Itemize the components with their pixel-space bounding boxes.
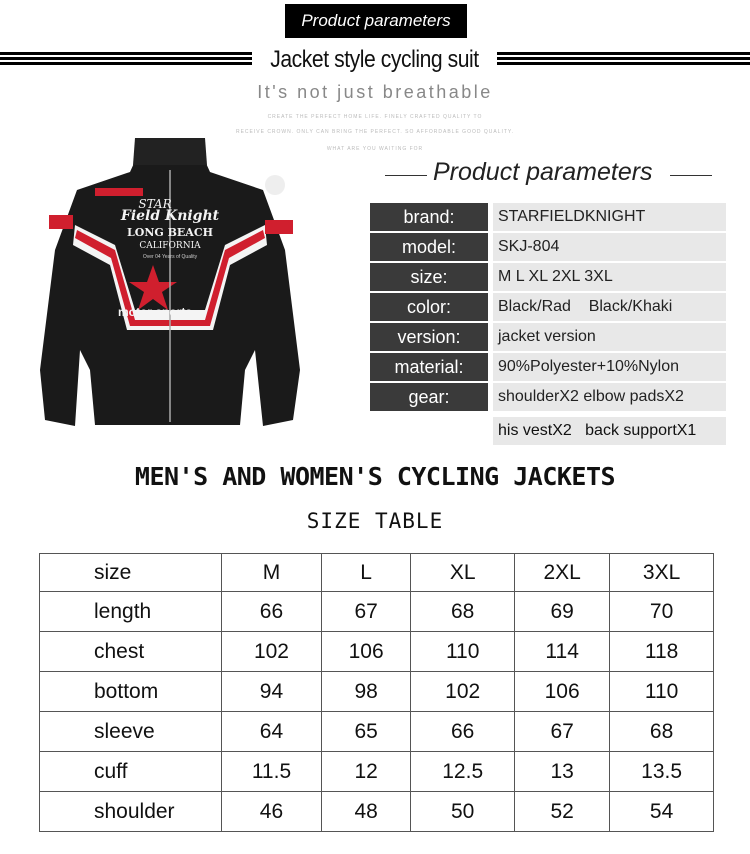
jacket-tagline-text: Over 04 Years of Quality <box>142 254 198 260</box>
table-cell: length <box>40 592 222 632</box>
table-cell: 50 <box>411 792 515 832</box>
title-rule-right <box>670 175 712 176</box>
table-cell: 102 <box>222 632 322 672</box>
param-key: material: <box>370 353 488 381</box>
table-cell: 46 <box>222 792 322 832</box>
param-row-brand <box>370 203 726 231</box>
table-row <box>40 792 714 832</box>
table-header-cell: L <box>321 554 410 592</box>
table-cell: 48 <box>321 792 410 832</box>
param-extra-value: his vestX2 back supportX1 <box>493 417 726 445</box>
size-table-title: SIZE TABLE <box>306 509 444 533</box>
table-cell: 110 <box>411 632 515 672</box>
table-cell: 70 <box>610 592 714 632</box>
table-cell: 11.5 <box>222 752 322 792</box>
table-cell: sleeve <box>40 712 222 752</box>
param-value: 90%Polyester+10%Nylon <box>493 353 726 381</box>
param-row-size <box>370 263 726 291</box>
params-title <box>385 158 715 190</box>
size-table <box>39 553 714 832</box>
table-cell: 67 <box>515 712 610 752</box>
param-value: Black/Rad Black/Khaki <box>493 293 726 321</box>
param-key: gear: <box>370 383 488 411</box>
table-cell: 12 <box>321 752 410 792</box>
table-cell: 54 <box>610 792 714 832</box>
table-header-cell: 2XL <box>515 554 610 592</box>
table-cell: 98 <box>321 672 410 712</box>
table-cell: 94 <box>222 672 322 712</box>
subline: It's not just breathable <box>257 82 493 102</box>
table-cell: 118 <box>610 632 714 672</box>
params-title-text: Product parameters <box>433 158 653 186</box>
table-header-cell: size <box>40 554 222 592</box>
param-value: shoulderX2 elbow padsX2 <box>493 383 726 411</box>
table-cell: bottom <box>40 672 222 712</box>
param-key: model: <box>370 233 488 261</box>
table-cell: shoulder <box>40 792 222 832</box>
table-cell: 106 <box>515 672 610 712</box>
table-cell: 13 <box>515 752 610 792</box>
table-cell: 106 <box>321 632 410 672</box>
table-cell: 66 <box>222 592 322 632</box>
param-key: version: <box>370 323 488 351</box>
top-badge: Product parameters <box>285 4 467 38</box>
param-key: size: <box>370 263 488 291</box>
table-row <box>40 632 714 672</box>
decorative-stripes-left <box>0 52 252 70</box>
param-value: jacket version <box>493 323 726 351</box>
param-value: M L XL 2XL 3XL <box>493 263 726 291</box>
table-header-cell: 3XL <box>610 554 714 592</box>
table-cell: 69 <box>515 592 610 632</box>
param-value: SKJ-804 <box>493 233 726 261</box>
param-row-material <box>370 353 726 381</box>
table-row <box>40 712 714 752</box>
table-cell: 12.5 <box>411 752 515 792</box>
table-cell: 65 <box>321 712 410 752</box>
fine-print-2: RECEIVE CROWN. ONLY CAN BRING THE PERFECT. SO AFFORDABLE GOOD QUALITY. <box>235 129 514 135</box>
jacket-brand-text: STAR <box>138 197 172 211</box>
param-row-color <box>370 293 726 321</box>
table-header-cell: M <box>222 554 322 592</box>
jacket-chest-text: motor sports <box>117 305 193 319</box>
fine-print-3: WHAT ARE YOU WAITING FOR <box>326 146 424 152</box>
table-cell: chest <box>40 632 222 672</box>
param-row-gear <box>370 383 726 411</box>
table-cell: 68 <box>610 712 714 752</box>
table-header-cell: XL <box>411 554 515 592</box>
table-cell: 102 <box>411 672 515 712</box>
param-key: color: <box>370 293 488 321</box>
table-row <box>40 592 714 632</box>
table-cell: 13.5 <box>610 752 714 792</box>
table-header-row <box>40 554 714 592</box>
jacket-state-text: CALIFORNIA <box>139 241 201 251</box>
table-cell: 52 <box>515 792 610 832</box>
param-row-version <box>370 323 726 351</box>
table-cell: cuff <box>40 752 222 792</box>
section-title: MEN'S AND WOMEN'S CYCLING JACKETS <box>134 462 616 491</box>
table-cell: 114 <box>515 632 610 672</box>
table-cell: 66 <box>411 712 515 752</box>
table-row <box>40 672 714 712</box>
jacket-image <box>35 130 305 435</box>
param-row-model <box>370 233 726 261</box>
table-cell: 67 <box>321 592 410 632</box>
param-key: brand: <box>370 203 488 231</box>
table-cell: 68 <box>411 592 515 632</box>
decorative-stripes-right <box>497 52 750 70</box>
title-rule-left <box>385 175 427 176</box>
headline: Jacket style cycling suit <box>270 46 479 73</box>
fine-print-1: CREATE THE PERFECT HOME LIFE. FINELY CRAFTED QUALITY TO <box>267 114 483 120</box>
table-row <box>40 752 714 792</box>
param-value: STARFIELDKNIGHT <box>493 203 726 231</box>
table-cell: 64 <box>222 712 322 752</box>
table-cell: 110 <box>610 672 714 712</box>
jacket-script-text: Field Knight <box>120 208 220 224</box>
jacket-city-text: LONG BEACH <box>127 226 213 239</box>
